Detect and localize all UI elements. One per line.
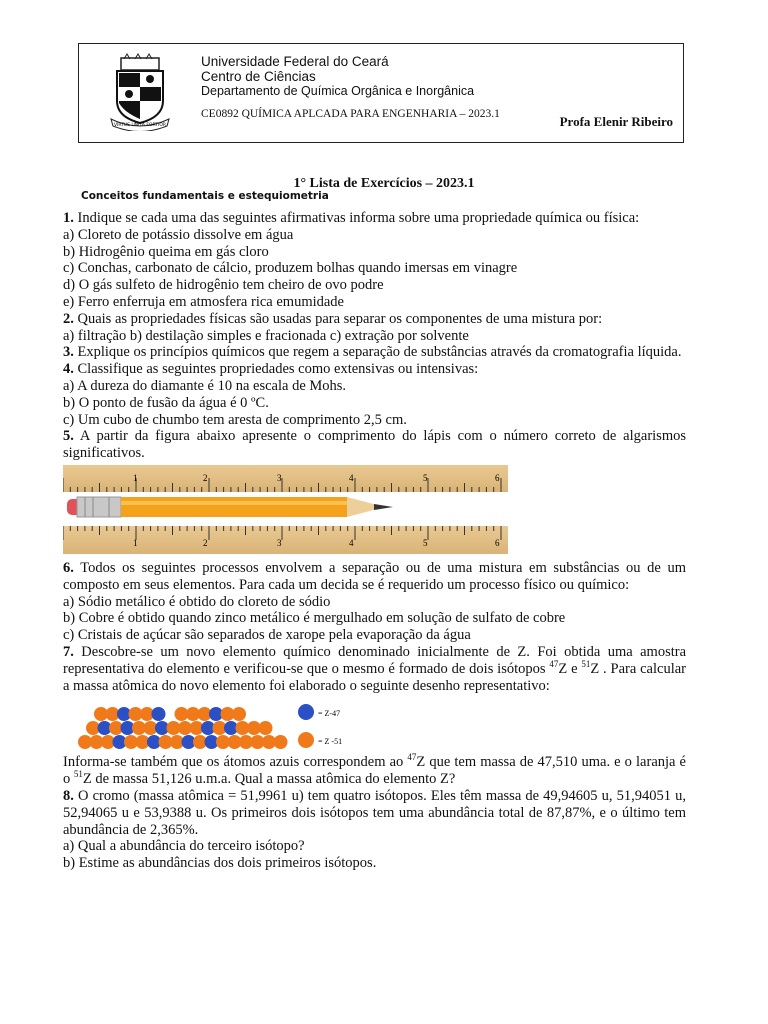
bottom-ruler [63, 526, 508, 554]
department-name: Departamento de Química Orgânica e Inorgânica [201, 84, 475, 98]
list-item: b) Hidrogênio queima em gás cloro [63, 243, 269, 260]
pencil [67, 497, 393, 517]
ruler-label-bottom: 2 [203, 537, 208, 548]
list-item: c) Conchas, carbonato de cálcio, produzem bolhas quando imersas em vinagre [63, 260, 518, 277]
legend-orange-label: = Z -51 [318, 737, 343, 747]
ruler-pencil-figure [63, 465, 508, 557]
ruler-label-bottom: 1 [133, 537, 138, 548]
university-name: Universidade Federal do Ceará [201, 54, 389, 69]
list-item: a) Sódio metálico é obtido do cloreto de sódio [63, 593, 331, 610]
course-line: CE0892 QUÍMICA APLCADA PARA ENGENHARIA – 2023.1 [201, 108, 500, 120]
orange-atom [232, 707, 246, 721]
question-5: 5. A partir da figura abaixo apresente o comprimento do lápis com o número correto de algarismos significativos. [63, 428, 686, 462]
list-item: a) filtração b) destilação simples e fracionada c) extração por solvente [63, 327, 469, 344]
center-name: Centro de Ciências [201, 69, 316, 84]
question-7-continuation: Informa-se também que os átomos azuis correspondem ao $^{47}$Z que tem massa de 47,510 uma. e o laranja é o $^{51}$Z de massa 51,126 u.m.a. Qual a massa atômica do elemento Z? [63, 752, 686, 788]
ruler-label-top: 1 [133, 472, 138, 483]
page-title: 1° Lista de Exercícios – 2023.1 [293, 176, 475, 191]
orange-atom [259, 721, 273, 735]
svg-text:VIRTUS UNITA FORTIOR: VIRTUS UNITA FORTIOR [113, 123, 167, 128]
professor-name: Profa Elenir Ribeiro [559, 114, 673, 129]
page-subtitle: Conceitos fundamentais e estequiometria [81, 190, 329, 202]
orange-atom [274, 735, 288, 749]
question-1: 1. Indique se cada uma das seguintes afirmativas informa sobre uma propriedade química ou física: [63, 210, 640, 226]
isotope-figure [73, 698, 373, 752]
list-item: d) O gás sulfeto de hidrogênio tem cheiro de ovo podre [63, 277, 384, 294]
list-item: a) A dureza do diamante é 10 na escala de Mohs. [63, 377, 347, 394]
legend-blue-label: = Z-47 [318, 709, 341, 719]
list-item: e) Ferro enferruja em atmosfera rica emumidade [63, 293, 344, 310]
top-ruler [63, 465, 508, 492]
list-item: c) Cristais de açúcar são separados de xarope pela evaporação da água [63, 627, 471, 644]
ruler-label-top: 6 [495, 472, 500, 483]
list-item: c) Um cubo de chumbo tem aresta de comprimento 2,5 cm. [63, 411, 407, 428]
list-item: b) Cobre é obtido quando zinco metálico é mergulhado em solução de sulfato de cobre [63, 610, 566, 627]
legend-orange-atom [298, 732, 314, 748]
list-item: b) Estime as abundâncias dos dois primeiros isótopos. [63, 855, 377, 872]
ruler-label-bottom: 5 [423, 537, 428, 548]
header-box [78, 43, 684, 143]
exercise-list [63, 210, 686, 872]
question-6: 6. Todos os seguintes processos envolvem a separação ou de uma mistura em substâncias ou de um composto em seus elementos. Para cada um decida se é requerido um processo físico ou químico: [63, 559, 686, 593]
blue-atom [152, 707, 166, 721]
list-item: a) Cloreto de potássio dissolve em água [63, 226, 294, 243]
question-7: 7. Descobre-se um novo elemento químico denominado inicialmente de Z. Foi obtida uma amostra representativa do elemento e verificou-se que o mesmo é formado de dois isótopos $^{47}$Z e $^{51}$Z . Para calcular a massa atômica do novo elemento foi elaborado o seguinte desenho representativo: [63, 643, 687, 694]
list-item: a) Qual a abundância do terceiro isótopo? [63, 838, 305, 855]
question-8: 8. O cromo (massa atômica = 51,9961 u) tem quatro isótopos. Eles têm massa de 49,94605 u, 51,94051 u, 52,94065 u e 53,9388 u. Os primeiros dois isótopos tem uma abundância total de 87,87%, e o último tem abundância de 2,365%. [63, 787, 686, 838]
question-3: 3. Explique os princípios químicos que regem a separação de substâncias através da cromatografia líquida. [63, 344, 682, 361]
question-2: 2. Quais as propriedades físicas são usadas para separar os componentes de uma mistura por: [63, 310, 603, 327]
ruler-label-bottom: 4 [349, 537, 354, 548]
list-item: b) O ponto de fusão da água é 0 ºC. [63, 394, 269, 411]
ruler-label-top: 3 [277, 472, 282, 483]
ruler-label-top: 5 [423, 472, 428, 483]
ruler-label-bottom: 3 [277, 537, 282, 548]
question-4: 4. Classifique as seguintes propriedades como extensivas ou intensivas: [63, 361, 479, 378]
university-logo [107, 53, 173, 131]
ruler-label-top: 2 [203, 472, 208, 483]
ruler-label-bottom: 6 [495, 537, 500, 548]
legend-blue-atom [298, 704, 314, 720]
ruler-label-top: 4 [349, 472, 354, 483]
